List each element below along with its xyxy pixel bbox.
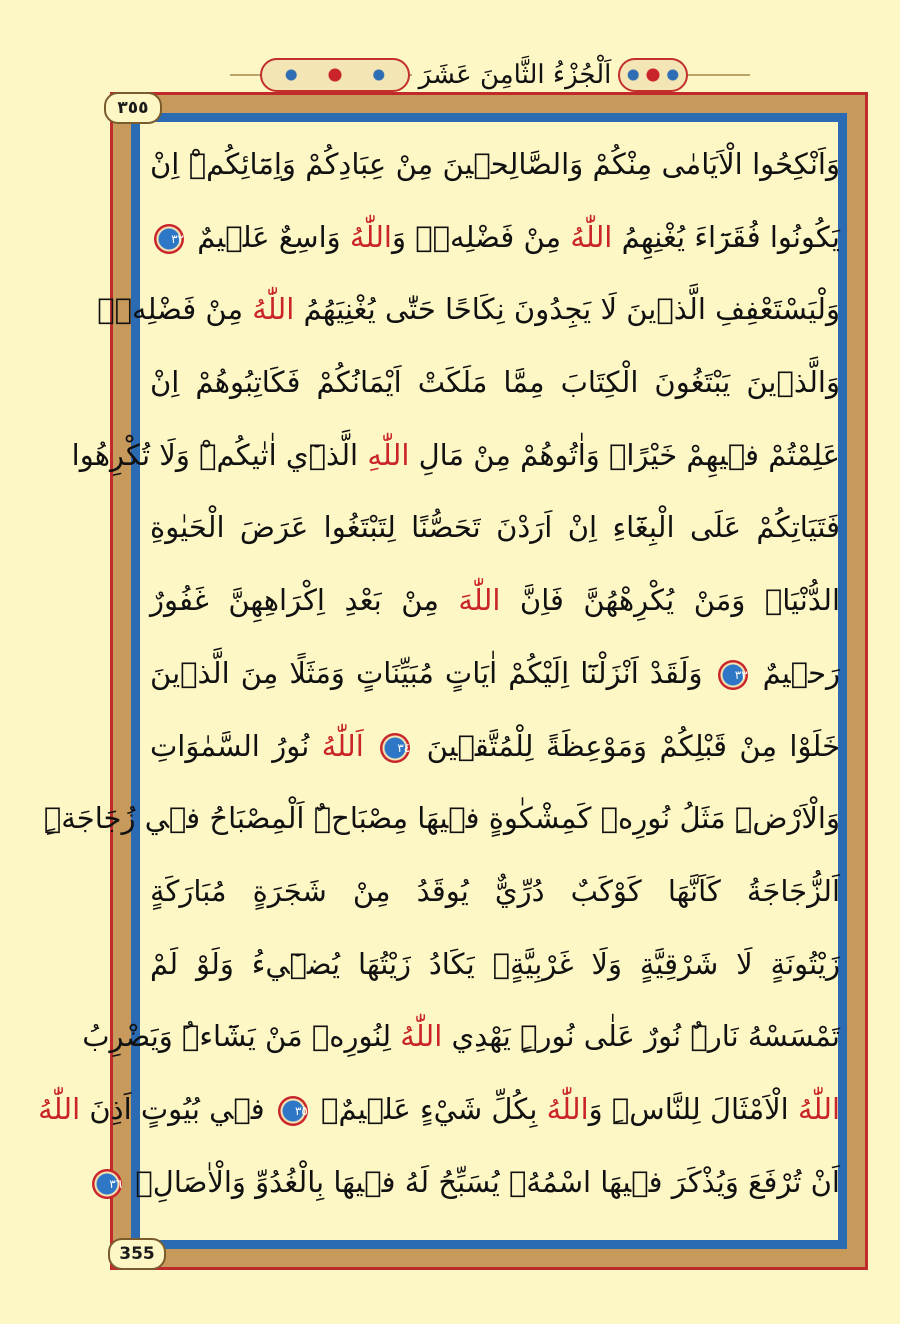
text-line <box>97 273 840 346</box>
verse-text: تَمْسَسْهُ نَارٌۜ نُورٌ عَلٰى نُورٍۜ يَهْدِي <box>442 1019 840 1054</box>
verse-text: الدُّنْيَاۜ وَمَنْ يُكْرِهْهُنَّ فَاِنَّ <box>500 583 840 618</box>
verse-text: وَاسِعٌ عَل۪يمٌ <box>188 219 350 254</box>
divine-name-text: اللّٰهُ <box>349 219 392 254</box>
text-line <box>150 128 840 201</box>
verse-text: مِنْ فَضْلِه۪ۜ وَ <box>391 219 571 254</box>
verse-text: الَّذ۪ٓي اٰتٰيكُمْۜ وَلَا تُكْرِهُوا <box>71 437 368 472</box>
divine-name-text: اللّٰهُ <box>252 292 295 327</box>
ayah-number-marker: ٣٥ <box>278 1096 308 1126</box>
text-line <box>82 1000 840 1073</box>
verse-text: يَكُونُوا فُقَرَٓاءَ يُغْنِهِمُ <box>612 219 841 254</box>
verse-text: وَاَنْكِحُوا الْاَيَامٰى مِنْكُمْ وَالصَّالِح۪ينَ مِنْ عِبَادِكُمْ وَاِمَٓائِكُمْۜ اِنْ <box>150 147 840 181</box>
ayah-number-marker: ٣٣ <box>718 660 748 690</box>
page-number-bottom: 355 <box>108 1238 166 1270</box>
page-number-top: ٣٥٥ <box>104 92 162 124</box>
divine-name-text: اللّٰهُ <box>38 1091 81 1126</box>
text-line <box>150 564 840 637</box>
text-line <box>150 928 840 1001</box>
verse-text: ف۪ي بُيُوتٍ اَذِنَ <box>80 1091 274 1126</box>
text-line <box>43 782 840 855</box>
juz-title: اَلْجُزْءُ الثَّامِنَ عَشَرَ <box>412 52 618 98</box>
verse-text: وَلَقَدْ اَنْزَلْنَٓا اِلَيْكُمْ اٰيَاتٍ مُبَيِّنَاتٍ وَمَثَلًا مِنَ الَّذ۪ينَ <box>150 655 714 690</box>
text-line <box>109 1146 840 1219</box>
verse-text: رَح۪يمٌ <box>751 655 840 690</box>
verse-text: خَلَوْا مِنْ قَبْلِكُمْ وَمَوْعِظَةً لِلْمُتَّق۪ينَ <box>414 728 840 763</box>
divine-name-text: اللّٰهُ <box>570 219 613 254</box>
text-line <box>150 491 840 564</box>
verse-text: اَلزُّجَاجَةُ كَاَنَّهَا كَوْكَبٌ دُرِّيٌّ يُوقَدُ مِنْ شَجَرَةٍ مُبَارَكَةٍ <box>150 873 840 908</box>
text-line <box>150 637 840 710</box>
verse-text: اَنْ تُرْفَعَ وَيُذْكَرَ ف۪يهَا اسْمُهُۙ يُسَبِّحُ لَهُ ف۪يهَا بِالْغُدُوِّ وَالْاٰصَالِۙ <box>126 1164 840 1199</box>
text-line <box>150 710 840 783</box>
verse-text: مِنْ فَضْلِه۪ۜ <box>97 292 253 327</box>
verse-text: وَالَّذ۪ينَ يَبْتَغُونَ الْكِتَابَ مِمَّا مَلَكَتْ اَيْمَانُكُمْ فَكَاتِبُوهُمْ اِنْ <box>150 365 840 400</box>
ayah-number-marker: ٣٦ <box>92 1169 122 1199</box>
verse-text: وَالْاَرْضِۜ مَثَلُ نُورِه۪ كَمِشْكٰوةٍ ف۪يهَا مِصْبَاحٌۜ اَلْمِصْبَاحُ ف۪ي زُجَاجَةٍۜ <box>43 801 840 836</box>
verse-text: بِكُلِّ شَيْءٍ عَل۪يمٌۙ <box>311 1091 547 1126</box>
verse-text: عَلِمْتُمْ ف۪يهِمْ خَيْرًاۗ وَاٰتُوهُمْ مِنْ مَالِ <box>409 437 840 472</box>
ayah-number-marker: ٣٤ <box>380 733 410 763</box>
quran-text-lines <box>38 128 841 1218</box>
verse-text <box>364 729 376 763</box>
text-line <box>71 419 840 492</box>
ayah-number-marker: ٣٢ <box>154 224 184 254</box>
divine-name-text: اللّٰهُ <box>546 1091 589 1126</box>
divine-name-text: اللّٰهُ <box>400 1019 443 1054</box>
divine-name-text: اللّٰهَ <box>458 583 501 618</box>
divine-name-text: اللّٰهِ <box>367 437 410 472</box>
verse-text: فَتَيَاتِكُمْ عَلَى الْبِغَٓاءِ اِنْ اَرَدْنَ تَحَصُّنًا لِتَبْتَغُوا عَرَضَ الْحَيٰوةِ <box>150 510 840 545</box>
verse-text: وَلْيَسْتَعْفِفِ الَّذ۪ينَ لَا يَجِدُونَ نِكَاحًا حَتّٰى يُغْنِيَهُمُ <box>294 292 840 327</box>
divine-name-text: اَللّٰهُ <box>321 728 364 763</box>
divine-name-text: اللّٰهُ <box>797 1091 840 1126</box>
left-floral-ornament-icon <box>260 58 410 92</box>
right-floral-ornament-icon <box>618 58 688 92</box>
text-line <box>150 201 840 274</box>
verse-text: لِنُورِه۪ مَنْ يَشَٓاءُۜ وَيَضْرِبُ <box>82 1019 401 1054</box>
text-line <box>38 1073 840 1146</box>
text-line <box>150 855 840 928</box>
text-line <box>150 346 840 419</box>
verse-text: الْاَمْثَالَ لِلنَّاسِۜ وَ <box>588 1091 798 1126</box>
verse-text: نُورُ السَّمٰوَاتِ <box>150 728 322 763</box>
verse-text: زَيْتُونَةٍ لَا شَرْقِيَّةٍ وَلَا غَرْبِيَّةٍۙ يَكَادُ زَيْتُهَا يُض۪ٓيءُ وَلَوْ لَمْ <box>150 946 840 981</box>
verse-text: مِنْ بَعْدِ اِكْرَاهِهِنَّ غَفُورٌ <box>150 583 459 618</box>
